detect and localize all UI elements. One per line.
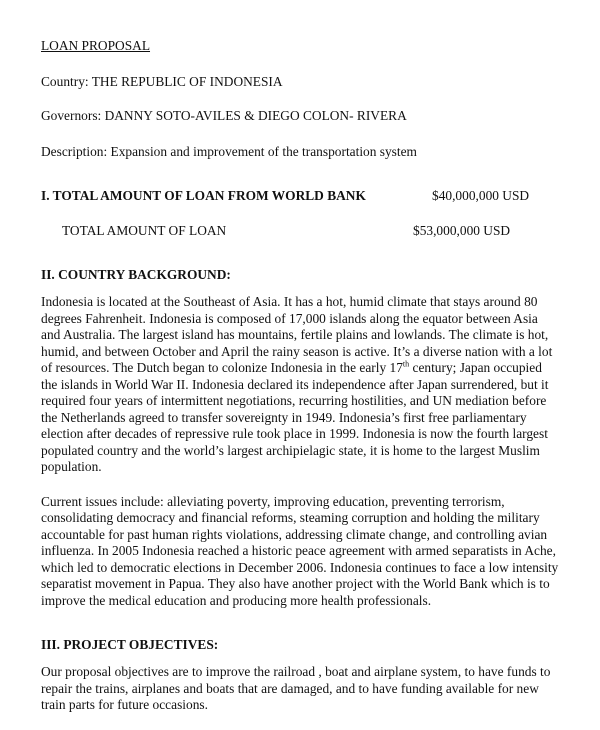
paragraph-line: populated country and the world’s largest archipielagic state, it is home to the largest Muslim	[41, 442, 540, 458]
document-title: LOAN PROPOSAL	[41, 38, 151, 53]
objectives-paragraph	[41, 664, 571, 714]
paragraph-line: population.	[41, 459, 102, 474]
ordinal-superscript: th	[402, 359, 410, 369]
paragraph-line: and Australia. The largest island has mountains, fertile plains and lowlands. The climate is hot,	[41, 327, 549, 342]
loan-row-total	[41, 222, 571, 239]
paragraph-line	[41, 360, 571, 377]
paragraph-line: degrees Fahrenheit. Indonesia is composed of 17,000 islands along the equator between Asia	[41, 310, 538, 326]
background-paragraph-1	[41, 294, 571, 476]
paragraph-line: consolidating democracy and financial reforms, steaming corruption and holding the military	[41, 510, 540, 525]
loan-world-bank-amount: $40,000,000 USD	[432, 188, 530, 203]
project-objectives-heading: III. PROJECT OBJECTIVES:	[41, 637, 219, 652]
paragraph-line: the Netherlands agreed to transfer sovereignty in 1949. Indonesia’s first free parliamentary	[41, 409, 527, 425]
loan-world-bank-label: I. TOTAL AMOUNT OF LOAN FROM WORLD BANK	[41, 188, 366, 203]
paragraph-line: train parts for future occasions.	[41, 697, 208, 712]
paragraph-line: the islands in World War II. Indonesia declared its independence after Japan surrendered, but it	[41, 376, 549, 392]
background-paragraph-2	[41, 494, 571, 610]
paragraph-line: Indonesia is located at the Southeast of Asia. It has a hot, humid climate that stays around 80	[41, 294, 538, 309]
paragraph-line: humid, and between October and April the rainy season is active. It’s a diverse nation with a lot	[41, 343, 553, 359]
paragraph-line: separatist movement in Papua. They also have another project with the World Bank which is to	[41, 576, 550, 591]
paragraph-line-part: of resources. The Dutch began to colonize Indonesia in the early 17	[41, 360, 403, 375]
paragraph-line: influenza. In 2005 Indonesia reached a historic peace agreement with armed separatists in Ache,	[41, 543, 556, 558]
loan-total-amount: $53,000,000 USD	[413, 223, 511, 238]
country-background-heading: II. COUNTRY BACKGROUND:	[41, 267, 231, 282]
description-line: Description: Expansion and improvement of the transportation system	[41, 143, 417, 159]
paragraph-line: Current issues include: alleviating poverty, improving education, preventing terrorism,	[41, 493, 505, 509]
paragraph-line: accountable for past human rights violations, addressing climate change, and controlling avian	[41, 526, 548, 542]
paragraph-line: Our proposal objectives are to improve the railroad , boat and airplane system, to have funds to	[41, 664, 551, 679]
loan-row-world-bank	[41, 187, 571, 204]
paragraph-line-part: century; Japan occupied	[409, 360, 542, 375]
country-line: Country: THE REPUBLIC OF INDONESIA	[41, 73, 283, 89]
paragraph-line: required four years of intermittent negotiations, recurring hostilities, and UN mediation before	[41, 393, 547, 408]
document-page	[41, 38, 571, 714]
paragraph-line: which led to democratic elections in December 2006. Indonesia continues to face a low intensity	[41, 559, 559, 575]
loan-total-label: TOTAL AMOUNT OF LOAN	[62, 223, 227, 238]
paragraph-line: repair the trains, airplanes and boats that are damaged, and to have funding available for new	[41, 680, 539, 696]
governors-line: Governors: DANNY SOTO-AVILES & DIEGO COLON- RIVERA	[41, 108, 407, 123]
paragraph-line: election after decades of repressive rule took place in 1999. Indonesia is now the fourth largest	[41, 426, 548, 441]
paragraph-line: improve the medical education and producing more health professionals.	[41, 592, 432, 608]
